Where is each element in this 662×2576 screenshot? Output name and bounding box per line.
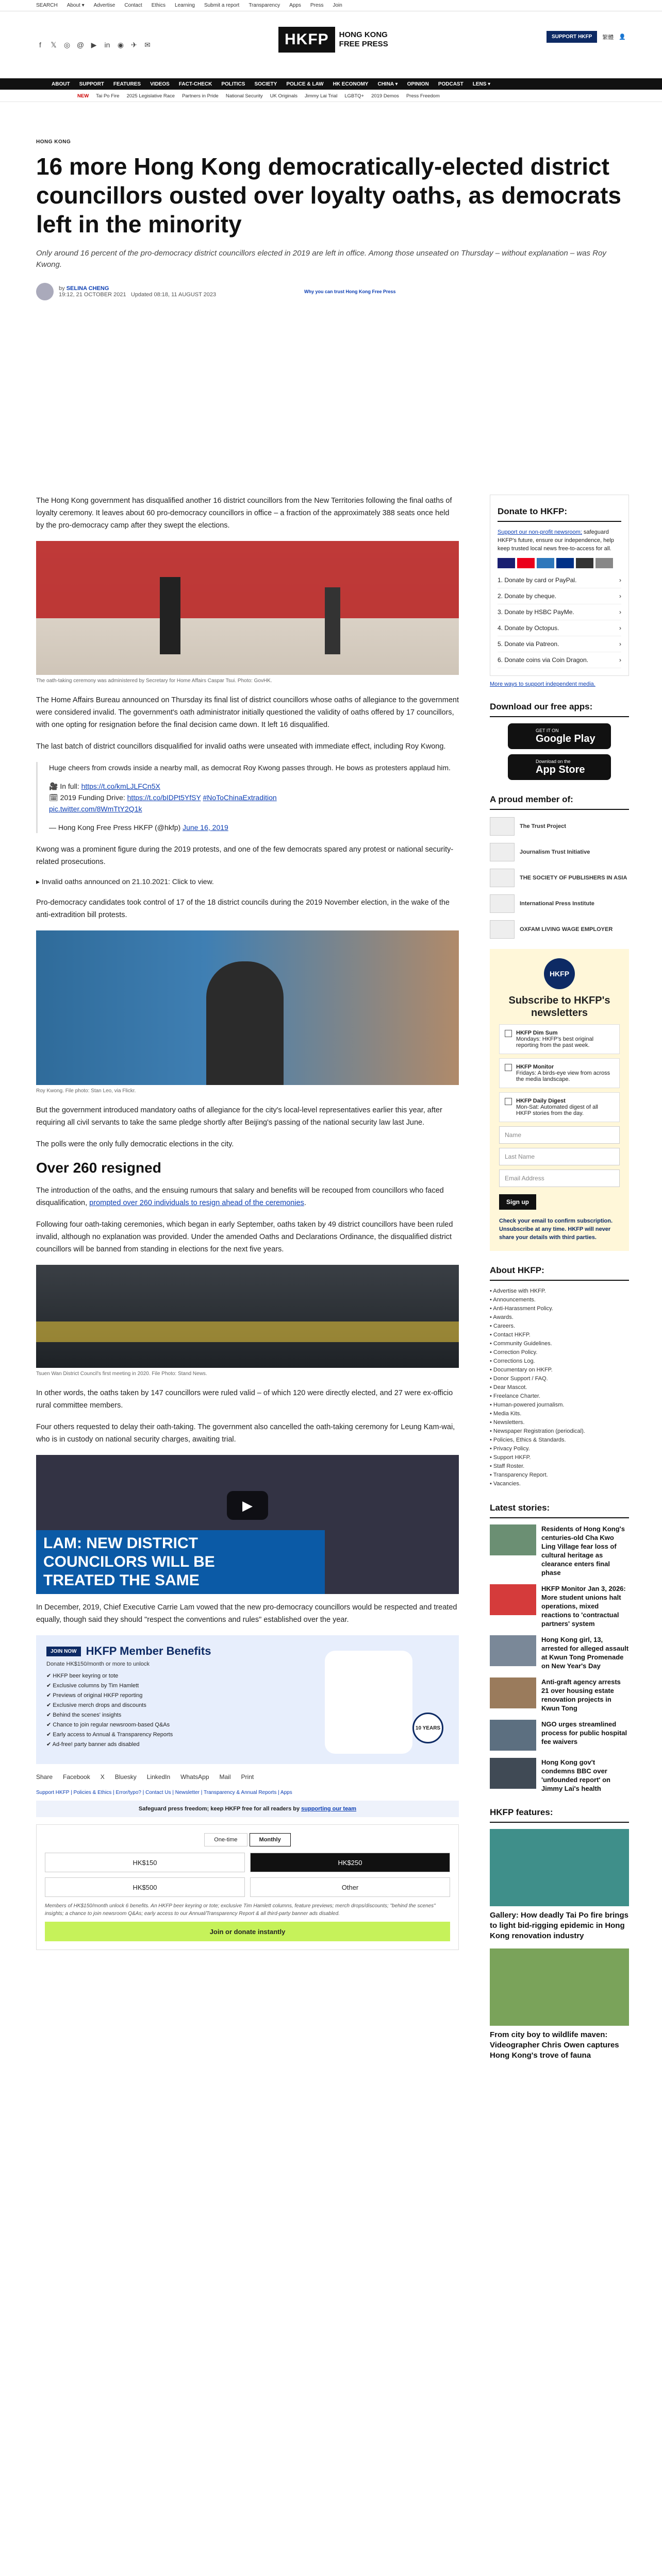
about-link[interactable]: • Staff Roster. <box>490 1463 525 1469</box>
article-headline: 16 more Hong Kong democratically-elected district councillors ousted over loyalty oaths, as democrats left in the minority <box>36 153 622 238</box>
share-whatsapp[interactable]: WhatsApp <box>180 1773 209 1781</box>
figure <box>325 587 340 654</box>
about-link[interactable]: • Newsletters. <box>490 1419 525 1426</box>
donate-method[interactable]: 5. Donate via Patreon. › <box>498 636 621 652</box>
support-button[interactable]: SUPPORT HKFP <box>547 31 597 43</box>
donate-method[interactable]: 1. Donate by card or PayPal. › <box>498 572 621 588</box>
about-link[interactable]: • Announcements. <box>490 1297 536 1303</box>
telegram-icon[interactable]: ✈ <box>131 40 137 49</box>
latest-story[interactable]: Residents of Hong Kong's centuries-old Cha Kwo Ling Village fear loss of cultural heritage as clearance enters final phase <box>490 1524 629 1577</box>
latest-story[interactable]: Anti-graft agency arrests 21 over housing estate renovation projects in Kwun Tong <box>490 1677 629 1713</box>
newsletter-widget <box>490 949 629 1251</box>
feature-story[interactable]: Gallery: How deadly Tai Po fire brings to light bid-rigging epidemic in Hong Kong renovation industry <box>490 1829 629 1941</box>
nav-lens[interactable]: LENS ▾ <box>472 81 491 87</box>
latest-story[interactable]: Hong Kong girl, 13, arrested for alleged assault at Kwun Tong Promenade on New Year's Day <box>490 1635 629 1670</box>
googlepay-icon <box>595 558 613 568</box>
article-kicker[interactable]: HONG KONG <box>36 139 71 145</box>
roy-kwong-photo <box>36 930 459 1085</box>
logo-text <box>339 30 388 49</box>
paragraph: The Hong Kong government has disqualified another 16 district councillors from the New Territories following the final oaths of loyalty ceremony. It leaves about 60 pro-democracy councillors in office – a fraction of the approximately 388 seats once held by the pro-democracy camp after they swept the elections. <box>36 497 452 530</box>
trending-item[interactable]: Press Freedom <box>406 93 440 99</box>
tweet-label: 🗓 2019 Funding Drive: <box>49 793 127 802</box>
about-link[interactable]: • Policies, Ethics & Standards. <box>490 1437 566 1443</box>
play-icon[interactable]: ▶ <box>227 1491 268 1520</box>
nav-opinion[interactable]: OPINION <box>407 81 429 87</box>
amount-option-selected[interactable]: HK$250 <box>250 1853 450 1872</box>
updated-date: Updated 08:18, 11 AUGUST 2023 <box>130 292 217 298</box>
trending-item[interactable]: UK Originals <box>270 93 297 99</box>
site-header <box>0 11 662 78</box>
tweet-signature <box>49 822 459 833</box>
threads-icon[interactable]: @ <box>76 40 85 49</box>
donate-method[interactable]: 3. Donate by HSBC PayMe. › <box>498 604 621 620</box>
stage-backdrop <box>36 541 459 618</box>
mail-icon[interactable]: ✉ <box>144 40 151 49</box>
perk-item: ✔ HKFP beer keyring or tote <box>46 1673 119 1679</box>
member-spa[interactable]: THE SOCIETY OF PUBLISHERS IN ASIA <box>490 869 629 887</box>
paragraph: The polls were the only fully democratic elections in the city. <box>36 1140 234 1148</box>
member-title: HKFP Member Benefits <box>86 1645 211 1657</box>
logo-line-2: FREE PRESS <box>339 40 388 48</box>
story-thumbnail <box>490 1758 536 1789</box>
donation-note: Members of HK$150/month unlock 6 benefits. An HKFP beer keyring or tote; exclusive Tim Hamlett columns, feature previews; merch drops/discounts; "behind the scenes" insights; a chance to join newsroom Q&As; early access to our Annual/Transparency Report & all third-party banner ads disabled. <box>45 1903 436 1917</box>
text: The introduction of the oaths, and the ensuing rumours that salary and benefits will be recouped from councillors who faced disqualification, <box>36 1187 444 1207</box>
perk-item: ✔ Exclusive merch drops and discounts <box>46 1702 146 1708</box>
paragraph: In other words, the oaths taken by 147 councillors were ruled valid – of which 120 were directly elected, and 27 were ex-officio rural committee members. <box>36 1389 453 1410</box>
share-x[interactable]: X <box>100 1773 105 1781</box>
author-link[interactable]: SELINA CHENG <box>66 285 109 292</box>
nav-support[interactable]: SUPPORT <box>79 81 104 87</box>
about-link[interactable]: • Human-powered journalism. <box>490 1402 565 1408</box>
nav-factcheck[interactable]: FACT-CHECK <box>178 81 212 87</box>
apps-title: Download our free apps: <box>490 698 629 717</box>
donation-form <box>36 1824 459 1950</box>
about-link[interactable]: • Media Kits. <box>490 1411 522 1417</box>
nav-society[interactable]: SOCIETY <box>254 81 277 87</box>
trust-project-icon <box>490 817 515 836</box>
trending-item[interactable]: 2019 Demos <box>371 93 399 99</box>
trending-item[interactable]: 2025 Legislative Race <box>126 93 175 99</box>
byline-text <box>59 285 216 298</box>
invalid-oaths-toggle[interactable]: ▸ Invalid oaths announced on 21.10.2021: Click to view. <box>36 877 214 886</box>
join-now-badge[interactable]: JOIN NOW <box>46 1647 81 1656</box>
about-link[interactable]: • Anti-Harassment Policy. <box>490 1306 553 1312</box>
payment-icons <box>498 558 621 568</box>
tweet-label: 🎥 In full: <box>49 782 81 790</box>
about-link[interactable]: • Awards. <box>490 1314 514 1320</box>
about-link[interactable]: • Privacy Policy. <box>490 1446 530 1452</box>
photo-caption: The oath-taking ceremony was administered by Secretary for Home Affairs Caspar Tsui. Photo: GovHK. <box>36 678 272 684</box>
nav-about[interactable]: ABOUT <box>52 81 70 87</box>
trending-item[interactable]: Tai Po Fire <box>96 93 120 99</box>
topbar-item-transparency[interactable]: Transparency <box>249 3 280 8</box>
spa-icon <box>490 869 515 887</box>
amount-row <box>45 1853 450 1872</box>
amount-option[interactable]: HK$150 <box>45 1853 245 1872</box>
new-badge: NEW <box>77 93 89 99</box>
share-facebook[interactable]: Facebook <box>63 1773 90 1781</box>
share-label: Share <box>36 1773 53 1781</box>
x-icon[interactable]: 𝕏 <box>51 40 57 49</box>
newsletter-option[interactable]: HKFP Monitor Fridays: A birds-eye view from across the media landscape. <box>499 1058 620 1088</box>
newsletter-option[interactable]: HKFP Dim Sum Mondays: HKFP's best original reporting from the past week. <box>499 1024 620 1054</box>
paragraph: Four others requested to delay their oath-taking. The government also cancelled the oath-taking ceremony for Leung Kam-wai, who is in custody on national security charges, awaiting trial. <box>36 1423 455 1444</box>
trending-bar <box>0 91 662 102</box>
topbar-item-apps[interactable]: Apps <box>289 3 301 8</box>
logo-line-1: HONG KONG <box>339 30 388 39</box>
applepay-icon <box>576 558 593 568</box>
latest-story[interactable]: HKFP Monitor Jan 3, 2026: More student unions halt operations, mixed reactions to 'contractual partners' system <box>490 1584 629 1628</box>
paragraph <box>36 1184 459 1209</box>
about-link[interactable]: • Documentary on HKFP. <box>490 1367 553 1373</box>
last-name-input[interactable]: Last Name <box>499 1148 620 1165</box>
about-link[interactable]: • Careers. <box>490 1323 516 1329</box>
story-thumbnail <box>490 1720 536 1751</box>
newsletter-note: Check your email to confirm subscription. Unsubscribe at any time. HKFP will never share your details with third parties. <box>499 1218 613 1241</box>
article-subhead: Only around 16 percent of the pro-democracy district councillors elected in 2019 are left in office. Among those unseated on Thursday – without explanation – was Roy Kwong. <box>36 249 606 269</box>
donate-intro-link[interactable]: Support our non-profit newsroom; <box>498 529 582 535</box>
section-heading: Over 260 resigned <box>36 1160 161 1176</box>
perk-item: ✔ Behind the scenes' insights <box>46 1712 122 1718</box>
nav-features[interactable]: FEATURES <box>113 81 141 87</box>
resign-link[interactable]: prompted over 260 individuals to resign ahead of the ceremonies <box>89 1199 304 1207</box>
tweet-date-link[interactable]: June 16, 2019 <box>183 823 228 832</box>
share-mail[interactable]: Mail <box>219 1773 231 1781</box>
video-banner-line: TREATED THE SAME <box>43 1572 200 1589</box>
features-title: HKFP features: <box>490 1803 629 1823</box>
oath-ceremony-photo <box>36 541 459 675</box>
figure <box>160 577 180 654</box>
trending-item[interactable]: LGBTQ+ <box>344 93 365 99</box>
share-print[interactable]: Print <box>241 1773 254 1781</box>
about-link[interactable]: • Newspaper Registration (periodical). <box>490 1428 585 1434</box>
newsletter-title: Subscribe to HKFP's newsletters <box>508 995 610 1019</box>
story-thumbnail <box>490 1677 536 1708</box>
amount-row <box>45 1877 450 1897</box>
embedded-tweet <box>36 762 459 833</box>
paragraph: Pro-democracy candidates took control of 17 of the 18 district councils during the 2019 November election, in the wake of the anti-extradition bill protests. <box>36 899 450 919</box>
topbar-item-submit[interactable]: Submit a report <box>204 3 240 8</box>
nav-podcast[interactable]: PODCAST <box>438 81 464 87</box>
member-benefits-banner[interactable] <box>36 1635 459 1764</box>
paragraph: The Home Affairs Bureau announced on Thursday its final list of district councillors whose oaths of allegiance to the government were considered invalid. The government's oath administrator initially questioned the validity of oaths offered by 17 councillors, with one opting for resignation before the final decision came down. It left 16 disqualified. <box>36 696 459 729</box>
nav-police[interactable]: POLICE & LAW <box>286 81 324 87</box>
photo-caption: Tsuen Wan District Council's first meeting in 2020. File Photo: Stand News. <box>36 1371 207 1377</box>
text: . <box>304 1199 306 1207</box>
amount-option[interactable]: Other <box>250 1877 450 1897</box>
latest-story[interactable]: Hong Kong gov't condemns BBC over 'unfounded report' on Jimmy Lai's health <box>490 1758 629 1793</box>
helmets-row <box>36 1321 459 1342</box>
user-icon[interactable]: 👤 <box>619 34 626 40</box>
language-toggle[interactable]: 繁體 <box>602 34 614 41</box>
donate-method[interactable]: 4. Donate by Octopus. › <box>498 620 621 636</box>
newsletter-option[interactable]: HKFP Daily Digest Mon-Sat: Automated digest of all HKFP stories from the day. <box>499 1092 620 1122</box>
email-input[interactable]: Email Address <box>499 1170 620 1187</box>
instagram-icon[interactable]: ◎ <box>63 40 71 49</box>
donate-method[interactable]: 6. Donate coins via Coin Dragon. › <box>498 652 621 668</box>
social-links <box>36 41 152 49</box>
tweet-link[interactable]: https://t.co/bIDPt5YfSY <box>127 793 201 802</box>
sidebar <box>490 495 629 2068</box>
topbar-item-learning[interactable]: Learning <box>175 3 195 8</box>
paragraph: The last batch of district councillors disqualified for invalid oaths were unseated with immediate effect, including Roy Kwong. <box>36 742 446 751</box>
byline <box>36 283 459 300</box>
ten-years-badge: 10 YEARS <box>412 1713 443 1743</box>
tweet-hashtag[interactable]: #NoToChinaExtradition <box>203 793 277 802</box>
jti-icon <box>490 843 515 861</box>
story-thumbnail <box>490 1524 536 1555</box>
amex-icon <box>537 558 554 568</box>
join-donate-button[interactable]: Join or donate instantly <box>45 1922 450 1941</box>
tab-monthly[interactable]: Monthly <box>250 1833 291 1846</box>
donate-intro: Support our non-profit newsroom; safeguard HKFP's future, ensure our independence, help keep trusted local news free-to-access for all. <box>498 529 614 552</box>
topbar-item-advertise[interactable]: Advertise <box>93 3 115 8</box>
published-date: 19:12, 21 OCTOBER 2021 <box>59 292 126 298</box>
ipi-icon <box>490 894 515 913</box>
member-ipi[interactable]: International Press Institute <box>490 894 629 913</box>
about-link[interactable]: • Support HKFP. <box>490 1454 531 1461</box>
oxfam-icon <box>490 920 515 939</box>
donate-widget <box>490 495 629 676</box>
share-bluesky[interactable]: Bluesky <box>114 1773 137 1781</box>
nav-videos[interactable]: VIDEOS <box>150 81 170 87</box>
main-nav <box>0 78 662 90</box>
hkfp-logo-badge: HKFP <box>544 958 575 989</box>
about-link[interactable]: • Transparency Report. <box>490 1472 548 1478</box>
article-body <box>36 495 459 1950</box>
app-store-button[interactable]: Download on the App Store <box>508 754 611 780</box>
site-logo[interactable] <box>278 27 388 53</box>
topbar-item-press[interactable]: Press <box>310 3 324 8</box>
donate-method[interactable]: 2. Donate by cheque. › <box>498 588 621 604</box>
latest-title: Latest stories: <box>490 1499 629 1518</box>
video-embed[interactable] <box>36 1455 459 1594</box>
donate-methods <box>498 572 621 668</box>
tweet-pic-link[interactable]: pic.twitter.com/8WmTtY2Q1k <box>49 805 142 813</box>
utility-bar <box>0 0 662 11</box>
member-oxfam[interactable]: OXFAM LIVING WAGE EMPLOYER <box>490 920 629 939</box>
logo-mark: HKFP <box>278 27 335 53</box>
signup-button[interactable]: Sign up <box>499 1194 536 1210</box>
about-link[interactable]: • Freelance Charter. <box>490 1393 541 1399</box>
safeguard-link[interactable]: supporting our team <box>301 1806 357 1812</box>
about-link[interactable]: • Donor Support / FAQ. <box>490 1376 548 1382</box>
checkbox <box>505 1098 512 1105</box>
perk-item: ✔ Ad-free! party banner ads disabled <box>46 1741 140 1748</box>
paragraph: Kwong was a prominent figure during the 2019 protests, and one of the few democrats spared any protest or national security-related prosecutions. <box>36 845 454 866</box>
trending-item[interactable]: Partners in Pride <box>182 93 219 99</box>
about-link[interactable]: • Vacancies. <box>490 1481 521 1487</box>
video-banner <box>36 1530 325 1594</box>
about-links <box>490 1287 629 1488</box>
photo-caption: Roy Kwong. File photo: Stan Leo, via Flickr. <box>36 1088 136 1094</box>
about-link[interactable]: • Correction Policy. <box>490 1349 538 1355</box>
donate-title: Donate to HKFP: <box>498 502 621 522</box>
person-silhouette <box>206 961 284 1085</box>
members-title: A proud member of: <box>490 790 629 810</box>
share-linkedin[interactable]: LinkedIn <box>146 1773 171 1781</box>
topbar-item-join[interactable]: Join <box>333 3 342 8</box>
topbar-item-ethics[interactable]: Ethics <box>151 3 166 8</box>
linkedin-icon[interactable]: in <box>104 40 110 49</box>
share-bar <box>36 1773 459 1781</box>
about-link[interactable]: • Dear Mascot. <box>490 1384 527 1391</box>
safeguard-banner <box>36 1801 459 1817</box>
paragraph: In December, 2019, Chief Executive Carrie Lam vowed that the new pro-democracy councillors would be respected and treated equally, though said they should "respect the conventions and rules" established over the year. <box>36 1603 457 1624</box>
tweet-line <box>49 781 459 815</box>
rss-icon[interactable]: ◉ <box>117 40 124 49</box>
visa-icon <box>498 558 515 568</box>
tab-one-time[interactable]: One-time <box>204 1833 247 1846</box>
about-link[interactable]: • Corrections Log. <box>490 1358 535 1364</box>
header-actions <box>547 31 626 43</box>
video-banner-line: COUNCILORS WILL BE <box>43 1553 215 1570</box>
byline-prefix: by <box>59 285 65 292</box>
trending-item[interactable]: National Security <box>225 93 263 99</box>
latest-story[interactable]: NGO urges streamlined process for public hospital fee waivers <box>490 1720 629 1751</box>
nav-china[interactable]: CHINA ▾ <box>377 81 398 87</box>
member-subtitle: Donate HK$150/month or more to unlock <box>46 1661 150 1667</box>
feature-thumbnail <box>490 1948 629 2026</box>
amount-option[interactable]: HK$500 <box>45 1877 245 1897</box>
video-banner-line: LAM: NEW DISTRICT <box>43 1535 198 1552</box>
name-input[interactable]: Name <box>499 1126 620 1144</box>
feature-thumbnail <box>490 1829 629 1906</box>
member-trust-project[interactable]: The Trust Project <box>490 817 629 836</box>
support-links[interactable]: Support HKFP | Policies & Ethics | Error/typo? | Contact Us | Newsletter | Transparency & Annual Reports | Apps <box>36 1790 292 1795</box>
nav-economy[interactable]: HK ECONOMY <box>333 81 369 87</box>
nav-politics[interactable]: POLITICS <box>221 81 245 87</box>
about-link[interactable]: • Contact HKFP. <box>490 1332 531 1338</box>
perk-item: ✔ Exclusive columns by Tim Hamlett <box>46 1683 139 1689</box>
story-thumbnail <box>490 1584 536 1615</box>
article-header <box>36 139 622 300</box>
mastercard-icon <box>517 558 535 568</box>
trust-link[interactable]: Why you can trust Hong Kong Free Press <box>304 289 396 294</box>
checkbox <box>505 1064 512 1071</box>
tweet-author: — Hong Kong Free Press HKFP (@hkfp) <box>49 823 181 832</box>
about-link[interactable]: • Advertise with HKFP. <box>490 1288 546 1294</box>
mascot-illustration <box>325 1651 412 1754</box>
paypal-icon <box>556 558 574 568</box>
checkbox <box>505 1030 512 1037</box>
trending-item[interactable]: Jimmy Lai Trial <box>304 93 338 99</box>
tweet-link[interactable]: https://t.co/kmLJLFCn5X <box>81 782 160 790</box>
story-thumbnail <box>490 1635 536 1666</box>
member-jti[interactable]: Journalism Trust Initiative <box>490 843 629 861</box>
perk-item: ✔ Early access to Annual & Transparency Reports <box>46 1732 173 1738</box>
feature-story[interactable]: From city boy to wildlife maven: Videographer Chris Owen captures Hong Kong's trove of fauna <box>490 1948 629 2061</box>
perk-item: ✔ Chance to join regular newsroom-based Q&As <box>46 1722 170 1728</box>
facebook-icon[interactable]: f <box>39 40 41 49</box>
youtube-icon[interactable]: ▶ <box>91 40 97 49</box>
safeguard-text: Safeguard press freedom; keep HKFP free for all readers by <box>138 1806 302 1812</box>
tweet-text: Huge cheers from crowds inside a nearby mall, as democrat Roy Kwong passes through. He bows as protesters applaud him. <box>49 764 451 772</box>
google-play-button[interactable]: GET IT ON Google Play <box>508 723 611 749</box>
topbar-item-about[interactable]: About ▾ <box>67 3 85 8</box>
about-title: About HKFP: <box>490 1261 629 1281</box>
council-meeting-photo <box>36 1265 459 1368</box>
author-avatar <box>36 283 54 300</box>
perk-item: ✔ Previews of original HKFP reporting <box>46 1692 143 1699</box>
about-link[interactable]: • Community Guidelines. <box>490 1341 552 1347</box>
paragraph: Following four oath-taking ceremonies, which began in early September, oaths taken by 49 district councillors have been ruled invalid, although no explanation was provided. Under the amended Oaths and Declarations Ordinance, the disqualified district councillors will be banned from standing in elections for the next five years. <box>36 1221 453 1253</box>
topbar-item-contact[interactable]: Contact <box>124 3 142 8</box>
more-ways-link[interactable]: More ways to support independent media. <box>490 681 595 687</box>
frequency-tabs <box>45 1833 450 1846</box>
paragraph: But the government introduced mandatory oaths of allegiance for the city's local-level representatives earlier this year, after requiring all civil servants to take the same pledge shortly after Beijing's passing of the national security law last June. <box>36 1106 442 1127</box>
topbar-item-search[interactable]: SEARCH <box>36 3 58 8</box>
